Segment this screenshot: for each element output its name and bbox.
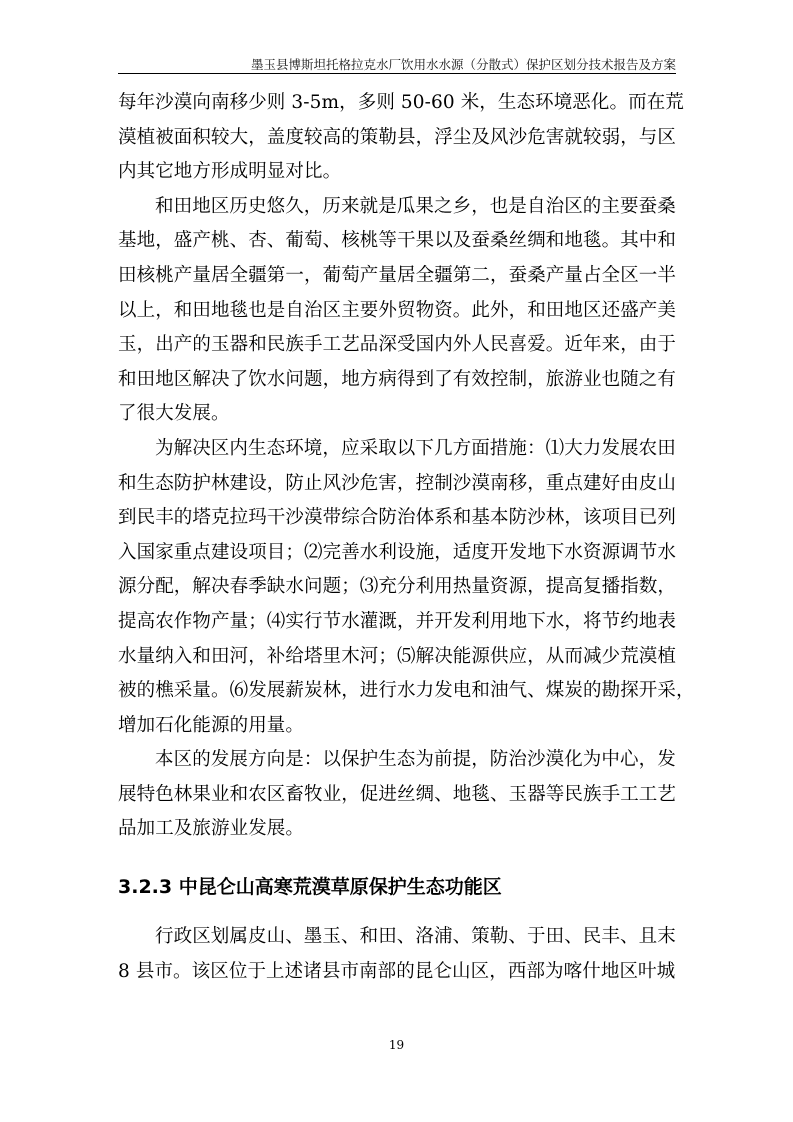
document-body bbox=[118, 86, 695, 989]
text-line: 入国家重点建设项目；⑵完善水利设施，适度开发地下水资源调节水 bbox=[118, 541, 677, 563]
running-header: 墨玉县博斯坦托格拉克水厂饮用水水源（分散式）保护区划分技术报告及方案 bbox=[250, 57, 676, 72]
text-line: 和生态防护林建设，防止风沙危害，控制沙漠南移，重点建好由皮山 bbox=[118, 472, 677, 494]
text-line: 8 县市。该区位于上述诸县市南部的昆仑山区，西部为喀什地区叶城 bbox=[118, 960, 676, 982]
text-line: 漠植被面积较大，盖度较高的策勒县，浮尘及风沙危害就较弱，与区 bbox=[118, 126, 677, 148]
text-line: 玉，出产的玉器和民族手工艺品深受国内外人民喜爱。近年来，由于 bbox=[118, 334, 677, 356]
section-paragraph bbox=[118, 920, 676, 989]
text-line: 行政区划属皮山、墨玉、和田、洛浦、策勒、于田、民丰、且末 bbox=[155, 926, 676, 948]
text-line: 内其它地方形成明显对比。 bbox=[118, 161, 342, 183]
text-line: 被的樵采量。⑹发展薪炭林，进行水力发电和油气、煤炭的勘探开采， bbox=[118, 680, 695, 702]
page-number: 19 bbox=[388, 1038, 405, 1052]
text-line: 基地，盛产桃、杏、葡萄、核桃等干果以及蚕桑丝绸和地毯。其中和 bbox=[118, 230, 677, 252]
text-line: 为解决区内生态环境，应采取以下几方面措施：⑴大力发展农田 bbox=[155, 437, 676, 459]
text-line: 源分配，解决春季缺水问题；⑶充分利用热量资源，提高复播指数， bbox=[118, 576, 677, 598]
text-line: 到民丰的塔克拉玛干沙漠带综合防治体系和基本防沙林，该项目已列 bbox=[118, 507, 677, 529]
section-heading: 3.2.3 中昆仑山高寒荒漠草原保护生态功能区 bbox=[118, 876, 502, 899]
text-line: 了很大发展。 bbox=[118, 403, 230, 425]
text-line: 展特色林果业和农区畜牧业，促进丝绸、地毯、玉器等民族手工工艺 bbox=[118, 783, 677, 805]
text-line: 品加工及旅游业发展。 bbox=[118, 818, 305, 840]
text-line: 每年沙漠向南移少则 3-5m，多则 50-60 米，生态环境恶化。而在荒 bbox=[118, 92, 684, 113]
text-line: 以上，和田地毯也是自治区主要外贸物资。此外，和田地区还盛产美 bbox=[118, 299, 677, 321]
text-line: 提高农作物产量；⑷实行节水灌溉，并开发利用地下水，将节约地表 bbox=[118, 610, 677, 632]
text-line: 和田地区历史悠久，历来就是瓜果之乡，也是自治区的主要蚕桑 bbox=[155, 195, 676, 217]
paragraph-3 bbox=[118, 432, 695, 743]
paragraph-1 bbox=[118, 86, 684, 190]
paragraph-4 bbox=[118, 743, 676, 847]
text-line: 增加石化能源的用量。 bbox=[118, 714, 305, 736]
paragraph-2 bbox=[118, 190, 676, 432]
text-line: 田核桃产量居全疆第一，葡萄产量居全疆第二，蚕桑产量占全区一半 bbox=[118, 264, 677, 286]
text-line: 和田地区解决了饮水问题，地方病得到了有效控制，旅游业也随之有 bbox=[118, 368, 677, 390]
header-rule bbox=[118, 73, 676, 74]
text-line: 本区的发展方向是：以保护生态为前提，防治沙漠化为中心，发 bbox=[155, 749, 676, 771]
text-line: 水量纳入和田河，补给塔里木河；⑸解决能源供应，从而减少荒漠植 bbox=[118, 645, 677, 667]
